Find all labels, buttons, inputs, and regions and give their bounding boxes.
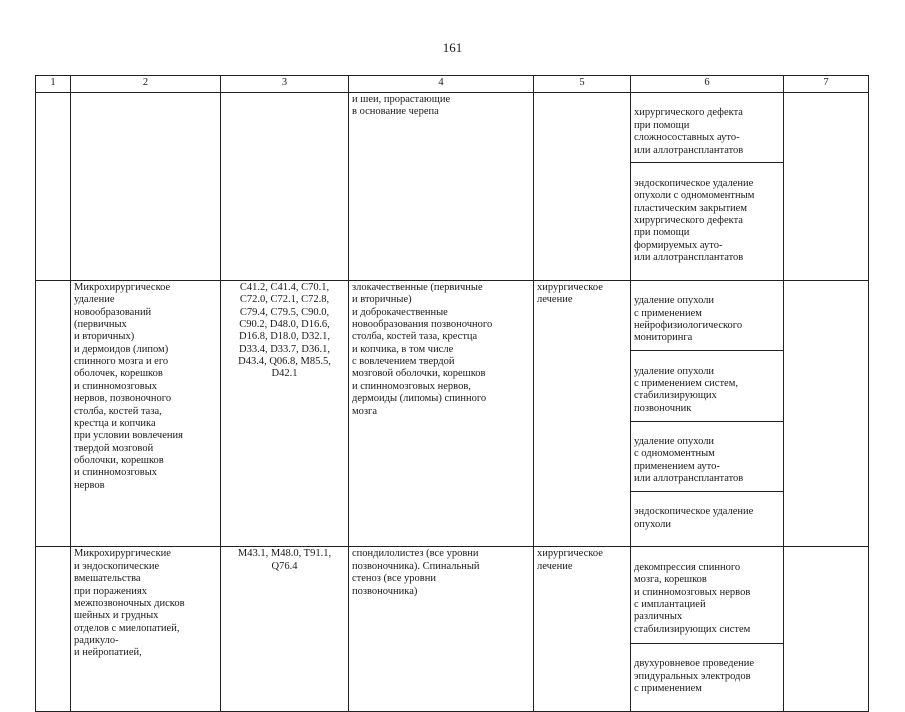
- method-item: удаление опухоли с применением систем, стабилизирующих позвоночник: [631, 364, 783, 422]
- icd-codes-cell: [221, 93, 349, 281]
- treatment-type-cell: хирургическое лечение: [534, 280, 631, 547]
- row-number-cell: [36, 547, 71, 711]
- procedure-cell: Микрохирургическое удаление новообразований (первичных и вторичных) и дермоидов (липом) спинного мозга и его оболочек, корешков и спинномозговых нервов, позвоночного столба, костей таза, крестца и копчика при условии вовлечения твердой мозговой оболочки, корешков и спинномозговых нервов: [71, 280, 221, 547]
- treatment-type-cell: хирургическое лечение: [534, 547, 631, 711]
- diagnosis-cell: и шеи, прорастающие в основание черепа: [349, 93, 534, 281]
- icd-codes-cell: M43.1, M48.0, T91.1, Q76.4: [221, 547, 349, 711]
- method-item: удаление опухоли с применением нейрофизиологического мониторинга: [631, 293, 783, 351]
- method-item: удаление опухоли с одномоментным применением ауто- или аллотрансплантатов: [631, 434, 783, 492]
- header-cell: 5: [534, 76, 631, 93]
- page-number: 161: [442, 40, 463, 55]
- header-cell: 4: [349, 76, 534, 93]
- header-cell: 1: [36, 76, 71, 93]
- method-cell: [631, 93, 784, 281]
- icd-codes-cell: C41.2, C41.4, C70.1, C72.0, C72.1, C72.8, C79.4, C79.5, C90.0, C90.2, D48.0, D16.6, D16.8, D18.0, D32.1, D33.4, D33.7, D36.1, D43.4, Q06.8, M85.5, D42.1: [221, 280, 349, 547]
- method-cell: [631, 280, 784, 547]
- method-item: декомпрессия спинного мозга, корешков и спинномозговых нервов с имплантацией различных стабилизирующих систем: [631, 560, 783, 644]
- method-item: эндоскопическое удаление опухоли с одномоментным пластическим закрытием хирургического дефекта при помощи формируемых ауто- или аллотрансплантатов: [634, 177, 755, 263]
- method-cell: [631, 547, 784, 711]
- notes-cell: [784, 280, 869, 547]
- notes-cell: [784, 547, 869, 711]
- medical-procedures-table: [35, 75, 869, 712]
- row-number-cell: [36, 93, 71, 281]
- header-cell: 6: [631, 76, 784, 93]
- header-row: [36, 76, 869, 93]
- method-item: хирургического дефекта при помощи сложносоставных ауто- или аллотрансплантатов: [631, 105, 783, 163]
- method-item: эндоскопическое удаление опухоли: [634, 506, 754, 530]
- procedure-cell: [71, 93, 221, 281]
- table-row: [36, 93, 869, 281]
- header-cell: 3: [221, 76, 349, 93]
- header-cell: 7: [784, 76, 869, 93]
- diagnosis-cell: спондилолистез (все уровни позвоночника). Спинальный стеноз (все уровни позвоночника): [349, 547, 534, 711]
- header-cell: 2: [71, 76, 221, 93]
- diagnosis-cell: злокачественные (первичные и вторичные) и доброкачественные новообразования позвоночного столба, костей таза, крестца и копчика, в том числе с вовлечением твердой мозговой оболочки, корешков и спинномозговых нервов, дермоиды (липомы) спинного мозга: [349, 280, 534, 547]
- row-number-cell: [36, 280, 71, 547]
- treatment-type-cell: [534, 93, 631, 281]
- notes-cell: [784, 93, 869, 281]
- table-row: [36, 280, 869, 547]
- method-item: двухуровневое проведение эпидуральных электродов с применением: [634, 658, 755, 694]
- procedure-cell: Микрохирургические и эндоскопические вмешательства при поражениях межпозвоночных дисков шейных и грудных отделов с миелопатией, радикуло- и нейропатией,: [71, 547, 221, 711]
- table-row: [36, 547, 869, 711]
